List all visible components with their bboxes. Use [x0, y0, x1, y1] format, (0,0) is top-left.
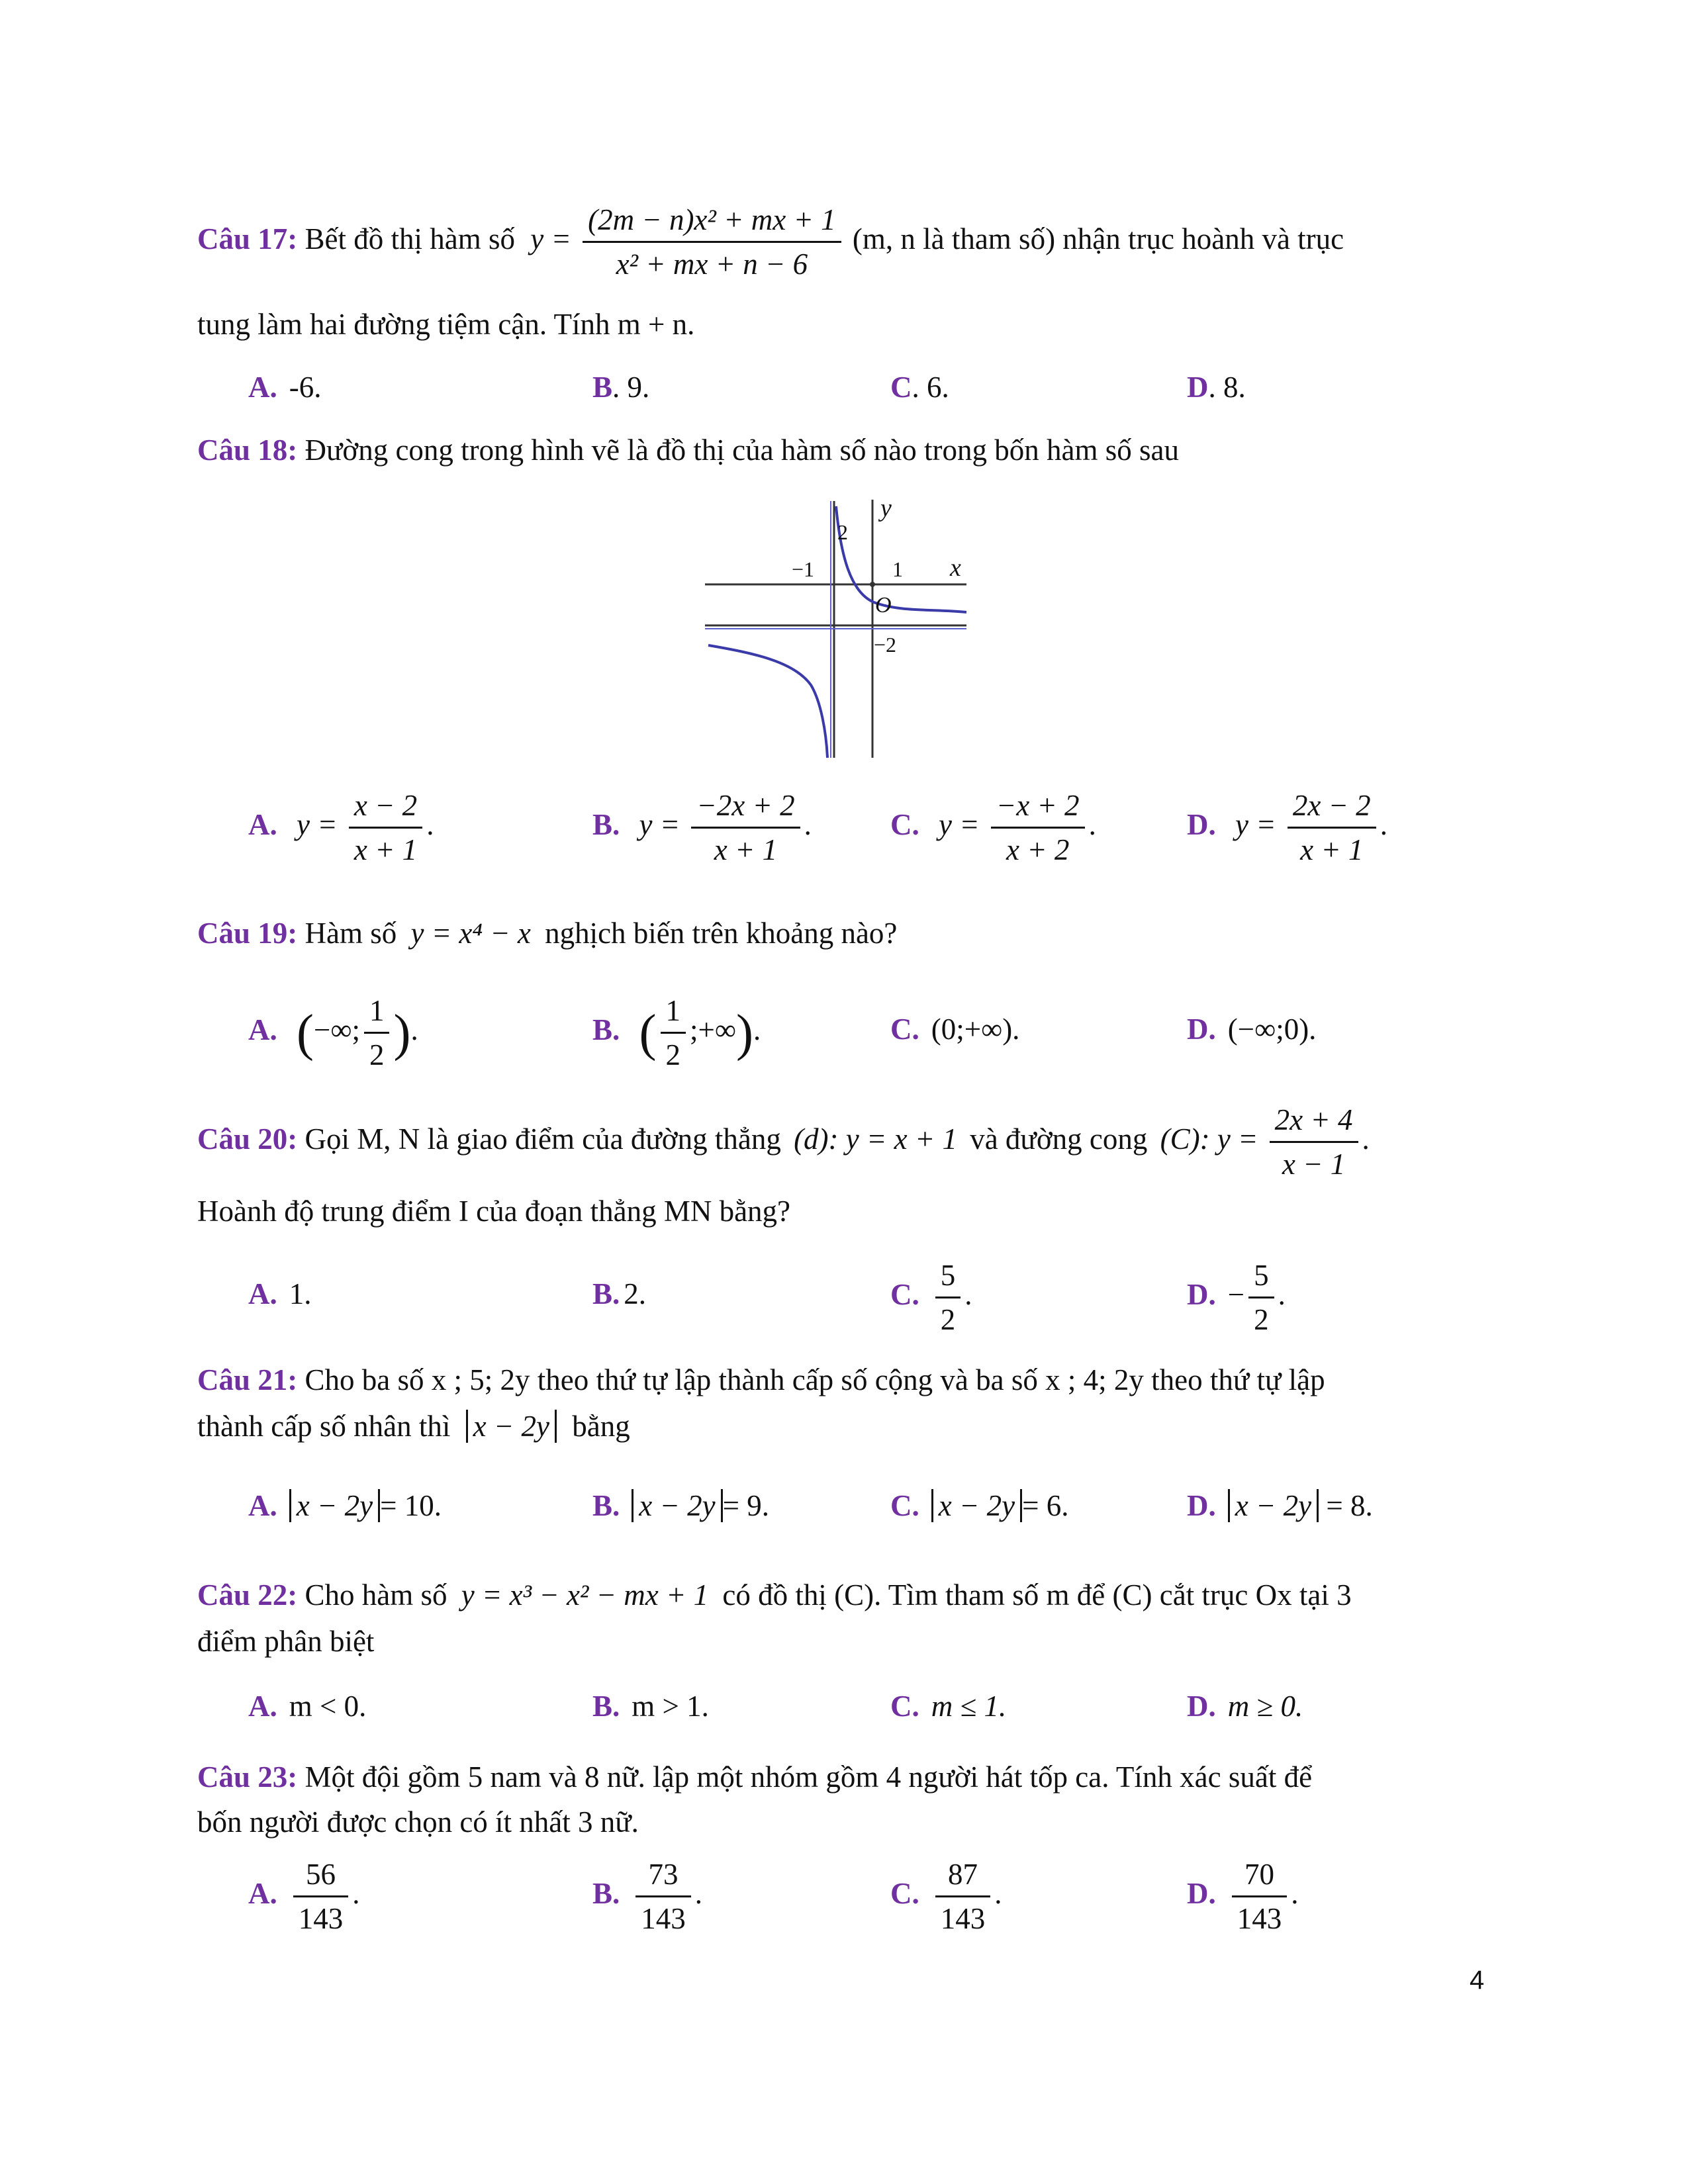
option-fraction — [661, 989, 686, 1076]
numerator: 5 — [935, 1254, 961, 1298]
option-fraction — [349, 784, 422, 871]
graph-tick-neg2: −2 — [874, 633, 897, 657]
q17-text-c: tung làm hai đường tiệm cận. Tính m + n. — [197, 308, 695, 341]
option-fraction — [293, 1853, 349, 1940]
option-label: D. — [1187, 807, 1216, 841]
option-label: A. — [248, 1013, 277, 1046]
graph-label-y: y — [880, 494, 892, 522]
q23-option-a[interactable]: A. $\frac{56}{143}$ . — [248, 1853, 360, 1940]
q20-option-c[interactable]: C. $\frac{5}{2}$ . — [890, 1254, 972, 1341]
denominator: x + 1 — [714, 833, 778, 866]
q22-option-d[interactable] — [1187, 1686, 1303, 1726]
option-fraction — [1288, 784, 1376, 871]
curve-left-branch — [708, 645, 827, 758]
option-label: B. — [592, 1876, 620, 1910]
option-text: 1. — [289, 1277, 312, 1310]
q19-option-c[interactable] — [890, 1009, 1019, 1049]
option-label: C. — [890, 1013, 919, 1046]
q19-line1 — [197, 910, 897, 956]
option-label: B. — [592, 807, 620, 841]
option-text: m ≥ 0. — [1227, 1690, 1303, 1723]
q17-option-d[interactable] — [1187, 367, 1246, 407]
q20-option-b[interactable] — [592, 1274, 646, 1314]
q23-option-b[interactable]: B. $\frac{73}{143}$ . — [592, 1853, 702, 1940]
option-text: m ≤ 1. — [931, 1690, 1007, 1723]
option-label: D. — [1187, 1690, 1216, 1723]
q19-formula: y = x⁴ − x — [410, 917, 531, 950]
option-value: = 8. — [1319, 1489, 1373, 1522]
q20-option-a[interactable] — [248, 1274, 312, 1314]
option-label: D. — [1187, 1013, 1216, 1046]
q22-option-b[interactable] — [592, 1686, 709, 1726]
q17-option-c[interactable] — [890, 367, 949, 407]
q22-option-c[interactable] — [890, 1686, 1006, 1726]
q23-label: Câu 23: — [197, 1760, 298, 1794]
q18-option-b[interactable]: B. y = $\frac{-2x + 2}{x + 1}$ . — [592, 784, 812, 871]
option-label: B. — [592, 1013, 620, 1046]
page-number: 4 — [1470, 1966, 1485, 1995]
option-text: (−∞;0). — [1227, 1013, 1317, 1046]
option-label: A. — [248, 1876, 277, 1910]
graph-label-x: x — [950, 554, 961, 582]
option-label: B. — [592, 1690, 620, 1723]
numerator: 87 — [935, 1853, 991, 1897]
q21-option-a[interactable] — [248, 1486, 442, 1525]
q20-curve-lhs: (C): y = — [1160, 1122, 1258, 1156]
denominator: 143 — [641, 1902, 686, 1935]
q22-text-c: điểm phân biệt — [197, 1625, 375, 1658]
numerator: −x + 2 — [991, 784, 1085, 829]
option-value: = 10. — [380, 1489, 442, 1522]
option-fraction — [691, 784, 800, 871]
q21-label: Câu 21: — [197, 1363, 298, 1396]
option-fraction — [1248, 1254, 1274, 1341]
option-label: A. — [248, 371, 277, 404]
q23-option-d[interactable]: D. $\frac{70}{143}$ . — [1187, 1853, 1299, 1940]
option-lhs: y = — [939, 807, 980, 841]
denominator: 143 — [940, 1902, 986, 1935]
q22-line2 — [197, 1618, 374, 1664]
q19-option-b[interactable]: B. ( $\frac{1}{2}$ ;+∞). — [592, 989, 761, 1076]
q20-option-d[interactable]: D. − $\frac{5}{2}$ . — [1187, 1254, 1286, 1341]
q22-text-b: có đồ thị (C). Tìm tham số m để (C) cắt trục Ox tại 3 — [722, 1578, 1352, 1612]
q21-line2 — [197, 1403, 630, 1449]
q22-text-a: Cho hàm số — [305, 1578, 447, 1612]
q19-text-b: nghịch biến trên khoảng nào? — [545, 917, 898, 950]
option-expr: x − 2y — [1228, 1489, 1319, 1522]
option-fraction — [364, 989, 390, 1076]
option-label: C. — [890, 1876, 919, 1910]
q21-text-c: bằng — [572, 1410, 630, 1443]
q20-curve-fraction — [1270, 1099, 1358, 1185]
option-text: m < 0. — [289, 1690, 367, 1723]
option-label: C. — [890, 1277, 919, 1311]
numerator: −2x + 2 — [691, 784, 800, 829]
option-expr: x − 2y — [289, 1489, 380, 1522]
q23-option-c[interactable]: C. $\frac{87}{143}$ . — [890, 1853, 1002, 1940]
option-fraction — [935, 1254, 961, 1341]
denominator: x + 1 — [1300, 833, 1364, 866]
q23-text-a: Một đội gồm 5 nam và 8 nữ. lập một nhóm gồm 4 người hát tốp ca. Tính xác suất để — [305, 1760, 1313, 1794]
q22-label: Câu 22: — [197, 1578, 298, 1612]
q23-line2 — [197, 1799, 639, 1845]
q23-text-b: bốn người được chọn có ít nhất 3 nữ. — [197, 1805, 639, 1839]
q20-text-a: Gọi M, N là giao điểm của đường thẳng — [305, 1122, 781, 1156]
option-text: -6. — [289, 371, 322, 404]
q20-line1: Câu 20: Gọi M, N là giao điểm của đường thẳng (d): y = x + 1 và đường cong (C): y = $\frac{2x + 4}{x - 1}$ . — [197, 1099, 1495, 1185]
q20-text-b: và đường cong — [970, 1122, 1148, 1156]
option-label: D — [1187, 371, 1209, 404]
q21-text-b: thành cấp số nhân thì — [197, 1410, 451, 1443]
numerator: 70 — [1232, 1853, 1288, 1897]
q18-graph — [702, 493, 980, 764]
option-text: . 9. — [612, 371, 650, 404]
option-label: C. — [890, 1690, 919, 1723]
q23-line1 — [197, 1754, 1495, 1800]
q21-option-b[interactable] — [592, 1486, 769, 1525]
option-expr: x − 2y — [931, 1489, 1022, 1522]
option-fraction — [991, 784, 1085, 871]
q19-option-d[interactable] — [1187, 1009, 1316, 1049]
denominator: 2 — [1254, 1303, 1269, 1336]
option-label: D. — [1187, 1277, 1216, 1311]
numerator: 1 — [364, 989, 390, 1034]
q17-denominator: x² + mx + n − 6 — [616, 248, 808, 281]
graph-tick-2: 2 — [837, 520, 848, 544]
numerator: 73 — [635, 1853, 691, 1897]
q19-text-a: Hàm số — [305, 917, 397, 950]
q17-fraction — [583, 199, 841, 285]
q17-line2 — [197, 301, 694, 347]
option-pre: −∞; — [313, 1013, 360, 1046]
denominator: 2 — [940, 1303, 956, 1336]
numerator: 5 — [1248, 1254, 1274, 1298]
option-label: C. — [890, 1489, 919, 1522]
option-text: m > 1. — [632, 1690, 709, 1723]
graph-tick-neg1: −1 — [792, 557, 815, 581]
numerator: 1 — [661, 989, 686, 1034]
option-label: B. — [592, 1489, 620, 1522]
option-label: C — [890, 371, 912, 404]
option-label: A. — [248, 1489, 277, 1522]
option-label: B. — [592, 1277, 620, 1310]
numerator: 2x − 2 — [1288, 784, 1376, 829]
denominator: 143 — [1237, 1902, 1282, 1935]
denominator: x − 1 — [1282, 1148, 1346, 1181]
q17-text-a: Bết đồ thị hàm số — [305, 222, 515, 255]
option-value: = 9. — [722, 1489, 769, 1522]
q21-text-a: Cho ba số x ; 5; 2y theo thứ tự lập thành cấp số cộng và ba số x ; 4; 2y theo thứ tự lập — [305, 1363, 1325, 1396]
option-fraction — [935, 1853, 991, 1940]
q20-text-c: Hoành độ trung điểm I của đoạn thẳng MN bằng? — [197, 1195, 791, 1228]
q21-line1 — [197, 1357, 1495, 1403]
denominator: 2 — [369, 1038, 385, 1071]
option-label: B — [592, 371, 613, 404]
denominator: x + 2 — [1006, 833, 1070, 866]
q17-y-eq: y = — [530, 222, 571, 255]
graph-label-origin: O — [875, 593, 892, 617]
option-label: A. — [248, 1690, 277, 1723]
option-post: ;+∞ — [690, 1013, 736, 1046]
option-lhs: y = — [1235, 807, 1276, 841]
option-lhs: y = — [639, 807, 680, 841]
q18-option-a[interactable]: A. y = $\frac{x - 2}{x + 1}$ . — [248, 784, 434, 871]
q18-text: Đường cong trong hình vẽ là đồ thị của hàm số nào trong bốn hàm số sau — [305, 433, 1179, 467]
q17-option-b[interactable] — [592, 367, 649, 407]
numerator: 56 — [293, 1853, 349, 1897]
option-label: C. — [890, 807, 919, 841]
q20-label: Câu 20: — [197, 1122, 298, 1156]
numerator: 2x + 4 — [1270, 1099, 1358, 1143]
q21-expr: x − 2y — [466, 1410, 557, 1443]
denominator: 143 — [298, 1902, 344, 1935]
q17-line1 — [197, 199, 1489, 304]
option-fraction — [635, 1853, 691, 1940]
option-expr: x − 2y — [632, 1489, 722, 1522]
q22-option-a[interactable] — [248, 1686, 366, 1726]
option-text: (0;+∞). — [931, 1013, 1020, 1046]
q18-option-c[interactable]: C. y = $\frac{-x + 2}{x + 2}$ . — [890, 784, 1096, 871]
q20-line2 — [197, 1188, 790, 1234]
option-sign: − — [1227, 1277, 1245, 1311]
q17-option-a[interactable] — [248, 367, 322, 407]
q18-label: Câu 18: — [197, 433, 298, 467]
q21-option-d[interactable] — [1187, 1486, 1373, 1525]
numerator: x − 2 — [349, 784, 422, 829]
option-text: . 6. — [912, 371, 949, 404]
q18-option-d[interactable]: D. y = $\frac{2x - 2}{x + 1}$ . — [1187, 784, 1387, 871]
q22-line1 — [197, 1572, 1495, 1618]
q17-label: Câu 17: — [197, 222, 298, 255]
option-text: 2. — [624, 1277, 647, 1310]
q17-numerator: (2m − n)x² + mx + 1 — [583, 199, 841, 243]
origin-point — [870, 582, 875, 587]
option-text: . 8. — [1208, 371, 1246, 404]
denominator: 2 — [665, 1038, 680, 1071]
graph-tick-1: 1 — [892, 557, 903, 581]
option-label: D. — [1187, 1489, 1216, 1522]
q18-line1 — [197, 427, 1179, 473]
q21-option-c[interactable] — [890, 1486, 1068, 1525]
option-label: D. — [1187, 1876, 1216, 1910]
option-fraction — [1232, 1853, 1288, 1940]
option-value: = 6. — [1022, 1489, 1069, 1522]
q19-option-a[interactable]: A. (−∞; $\frac{1}{2}$ ). — [248, 989, 418, 1076]
option-label: A. — [248, 1277, 277, 1310]
q19-label: Câu 19: — [197, 917, 298, 950]
option-label: A. — [248, 807, 277, 841]
denominator: x + 1 — [353, 833, 418, 866]
q22-formula: y = x³ − x² − mx + 1 — [461, 1578, 709, 1612]
q20-line-eq: (d): y = x + 1 — [794, 1122, 957, 1156]
option-lhs: y = — [297, 807, 338, 841]
q17-text-b: (m, n là tham số) nhận trục hoành và trục — [852, 222, 1344, 255]
